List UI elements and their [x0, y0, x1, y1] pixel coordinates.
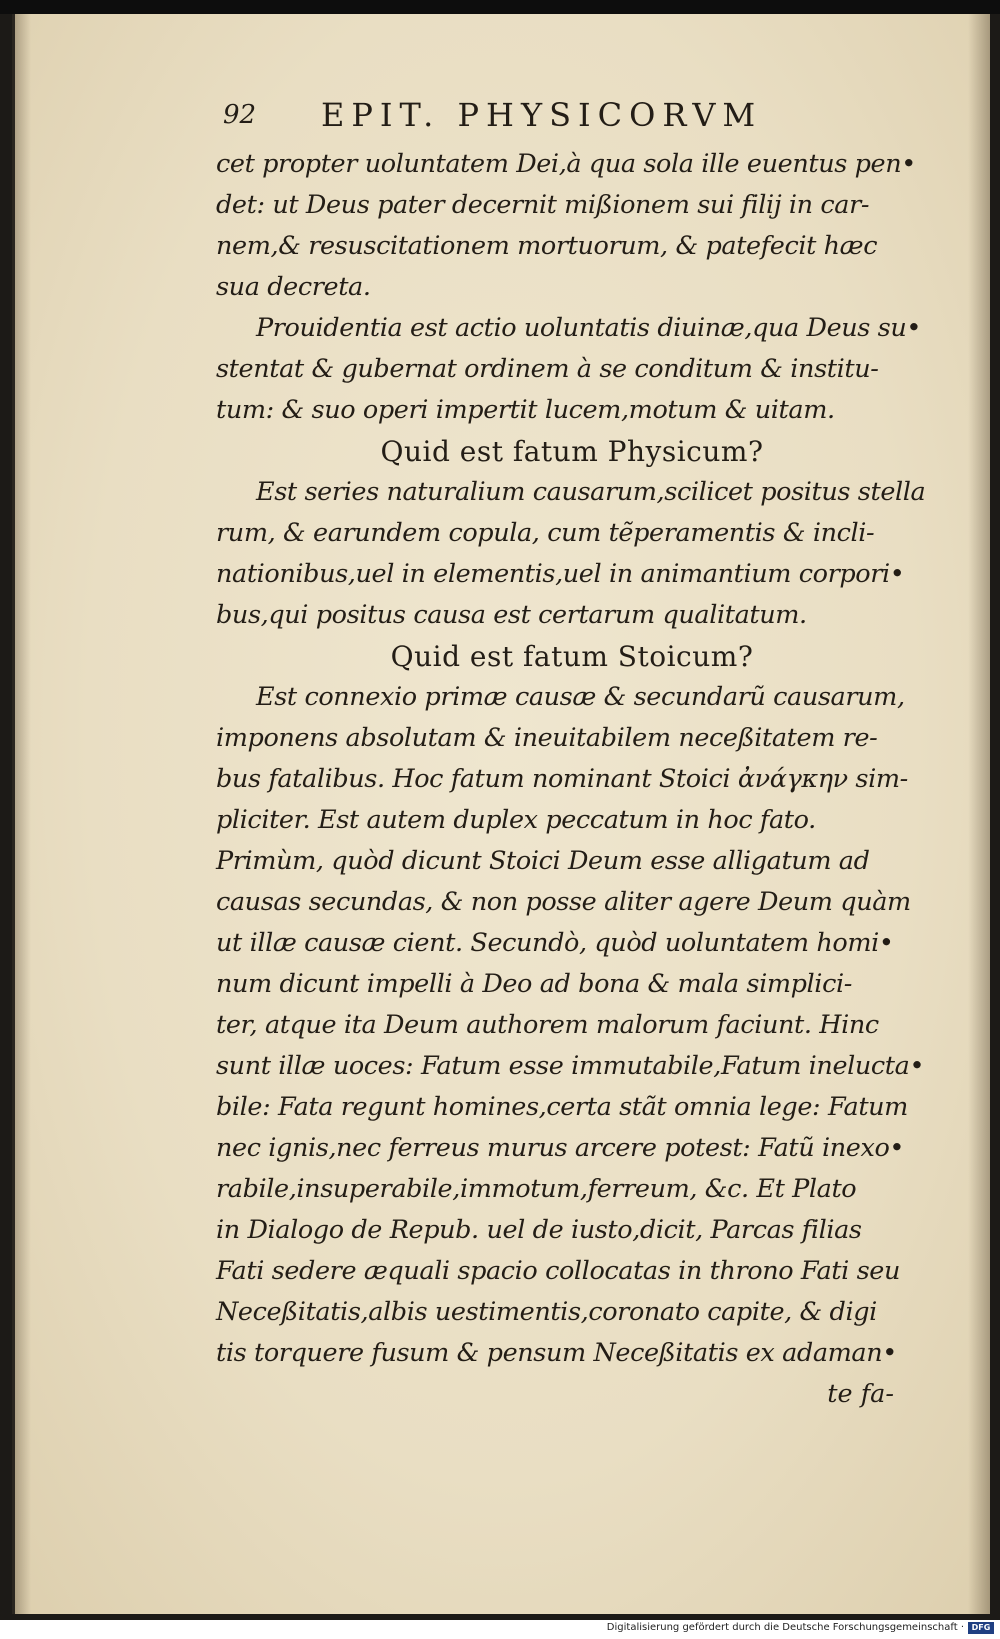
- section-heading: Quid est fatum Physicum?: [380, 435, 764, 468]
- dfg-logo: DFG: [968, 1622, 994, 1634]
- text-line: ter, atque ita Deum authorem malorum faciunt. Hinc: [216, 1010, 879, 1040]
- text-line: Prouidentia est actio uoluntatis diuinæ,qua Deus su•: [256, 313, 922, 343]
- text-line: bile: Fata regunt homines,certa stãt omnia lege: Fatum: [216, 1092, 908, 1122]
- text-line: Neceßitatis,albis uestimentis,coronato capite, & digi: [216, 1297, 877, 1327]
- footer-bar: [0, 1620, 1000, 1639]
- text-line: in Dialogo de Repub. uel de iusto,dicit, Parcas filias: [216, 1215, 862, 1245]
- text-line: Primùm, quòd dicunt Stoici Deum esse alligatum ad: [216, 846, 870, 876]
- text-line: num dicunt impelli à Deo ad bona & mala simplici-: [216, 969, 852, 999]
- running-head: EPIT. PHYSICORVM: [321, 96, 763, 134]
- page-gutter-shadow: [15, 14, 31, 1614]
- text-line: Est series naturalium causarum,scilicet positus stella: [256, 477, 926, 507]
- text-line: nem,& resuscitationem mortuorum, & patefecit hæc: [216, 231, 878, 261]
- text-line: Est connexio primæ causæ & secundarũ causarum,: [256, 682, 905, 712]
- text-line: imponens absolutam & ineuitabilem neceßitatem re-: [216, 723, 878, 753]
- funding-credit: Digitalisierung gefördert durch die Deutsche Forschungsgemeinschaft ·: [606, 1622, 964, 1633]
- page-header: [216, 96, 916, 144]
- text-line: tum: & suo operi impertit lucem,motum & uitam.: [216, 395, 835, 425]
- text-line: bus,qui positus causa est certarum qualitatum.: [216, 600, 807, 630]
- page-number: 92: [223, 100, 257, 130]
- text-line: Fati sedere æquali spacio collocatas in throno Fati seu: [216, 1256, 900, 1286]
- text-line: stentat & gubernat ordinem à se conditum & institu-: [216, 354, 879, 384]
- page-text: [216, 96, 926, 1415]
- text-line: nationibus,uel in elementis,uel in animantium corpori•: [216, 559, 905, 589]
- text-line: cet propter uoluntatem Dei,à qua sola ille euentus pen•: [216, 149, 916, 179]
- text-line: bus fatalibus. Hoc fatum nominant Stoici ἀνάγκην sim-: [216, 764, 908, 794]
- text-line: causas secundas, & non posse aliter agere Deum quàm: [216, 887, 911, 917]
- text-line: nec ignis,nec ferreus murus arcere potest: Fatũ inexo•: [216, 1133, 905, 1163]
- text-line: ut illæ causæ cient. Secundò, quòd uoluntatem homi•: [216, 928, 894, 958]
- top-edge: [0, 0, 1000, 14]
- catchword: te fa-: [827, 1379, 894, 1409]
- text-line: det: ut Deus pater decernit mißionem sui filij in car-: [216, 190, 870, 220]
- section-heading: Quid est fatum Stoicum?: [390, 640, 754, 673]
- text-line: sua decreta.: [216, 272, 371, 302]
- text-line: rum, & earundem copula, cum tẽperamentis & incli-: [216, 518, 875, 548]
- text-line: tis torquere fusum & pensum Neceßitatis ex adaman•: [216, 1338, 897, 1368]
- text-line: pliciter. Est autem duplex peccatum in hoc fato.: [216, 805, 816, 835]
- page-edge-shadow: [968, 14, 990, 1614]
- text-line: rabile,insuperabile,immotum,ferreum, &c. Et Plato: [216, 1174, 857, 1204]
- text-line: sunt illæ uoces: Fatum esse immutabile,Fatum inelucta•: [216, 1051, 925, 1081]
